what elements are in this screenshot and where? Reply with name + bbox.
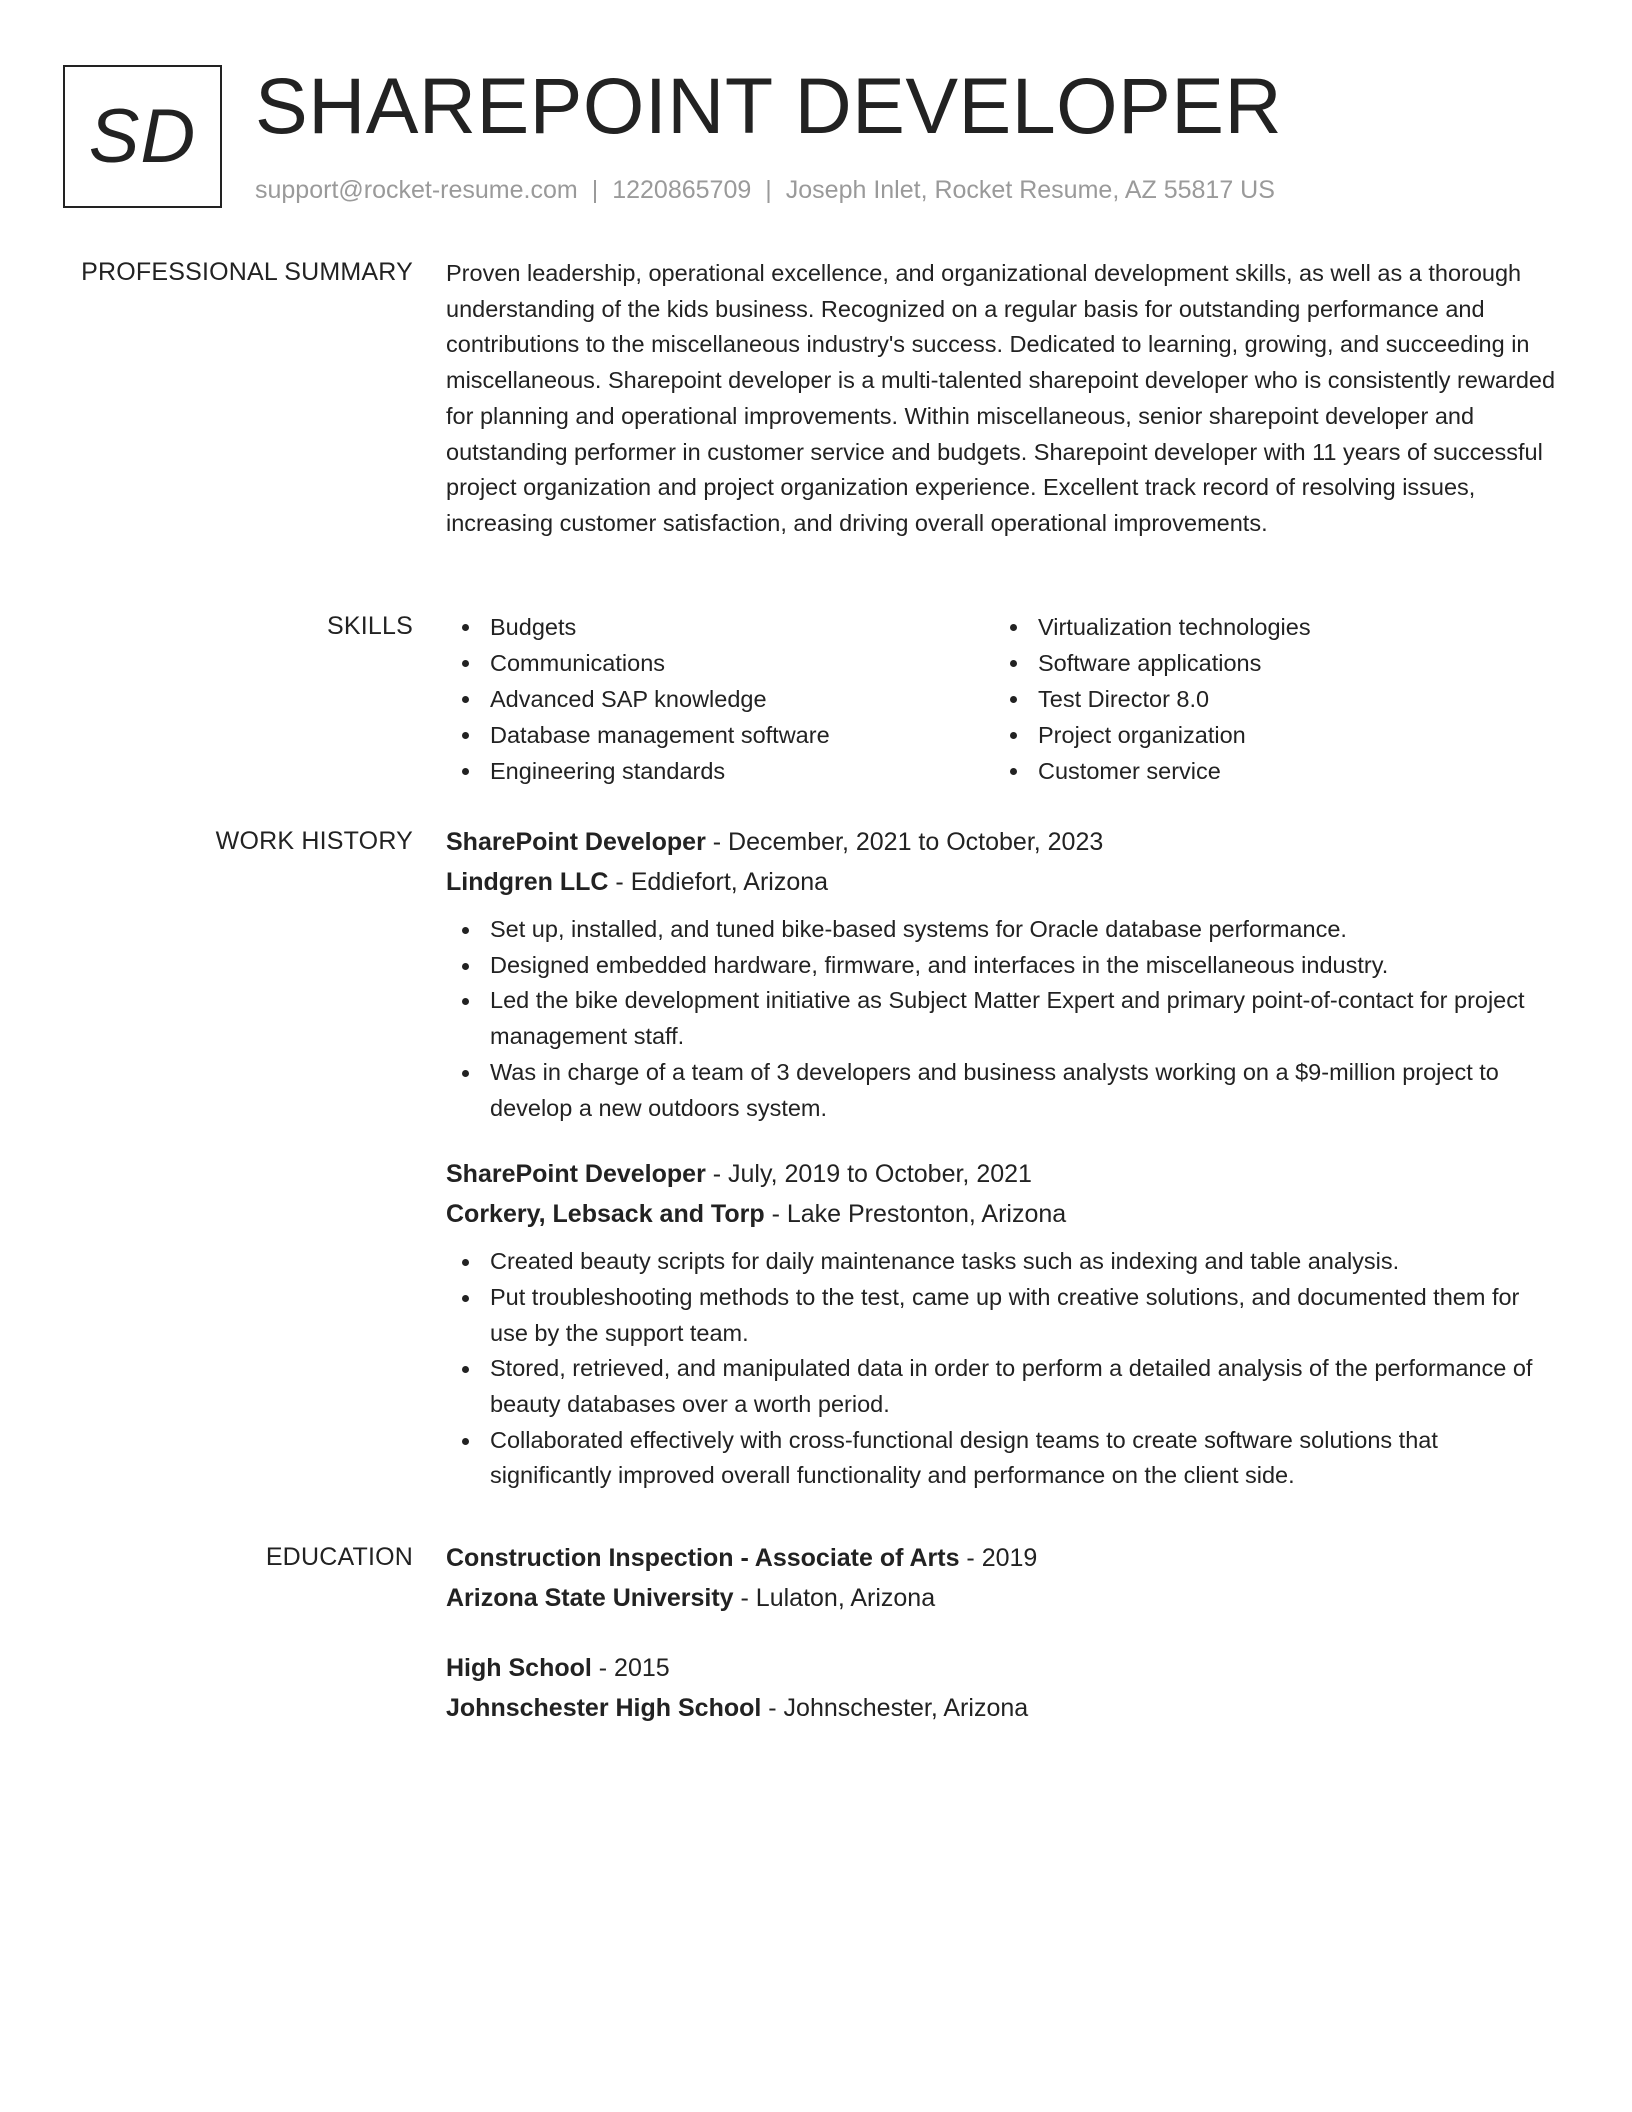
job-bullet: Put troubleshooting methods to the test, came up with creative solutions, and documented them for use by the support team. xyxy=(446,1280,1562,1351)
education-degree-line xyxy=(446,1648,1562,1688)
job-company: Lindgren LLC xyxy=(446,868,609,896)
page-title: SHAREPOINT DEVELOPER xyxy=(255,61,1283,150)
contact-separator: | xyxy=(765,176,772,204)
resume-header xyxy=(63,61,1569,211)
summary-text: Proven leadership, operational excellence, and organizational development skills, as well as a thorough understanding of the kids business. Recognized on a regular basis for outstanding performance and contributions to the miscellaneous industry's success. Dedicated to learning, growing, and succeeding in miscellaneous. Sharepoint developer is a multi-talented sharepoint developer who is consistently rewarded for planning and operational improvements. Within miscellaneous, senior sharepoint developer and outstanding performer in customer service and budgets. Sharepoint developer with 11 years of successful project organization and project organization experience. Excellent track record of resolving issues, increasing customer satisfaction, and driving overall operational improvements. xyxy=(446,260,1556,536)
education-degree: Construction Inspection - Associate of Arts xyxy=(446,1544,960,1572)
monogram-badge: SD xyxy=(63,65,222,208)
skills-list-left xyxy=(446,609,994,789)
education-school-line xyxy=(446,1688,1562,1728)
skill-item: Advanced SAP knowledge xyxy=(446,681,994,717)
skill-item: Customer service xyxy=(994,753,1542,789)
skill-item: Virtualization technologies xyxy=(994,609,1542,645)
skills-list-right xyxy=(994,609,1542,789)
job-company-line xyxy=(446,1194,1562,1234)
skill-item: Software applications xyxy=(994,645,1542,681)
contact-line xyxy=(255,175,1275,205)
job-title-line xyxy=(446,822,1562,862)
job-bullet: Set up, installed, and tuned bike-based systems for Oracle database performance. xyxy=(446,912,1562,948)
skill-item: Test Director 8.0 xyxy=(994,681,1542,717)
education-school-line xyxy=(446,1578,1562,1618)
section-label-education: EDUCATION xyxy=(265,1543,413,1571)
job-title: SharePoint Developer xyxy=(446,828,706,856)
job-location: - Lake Prestonton, Arizona xyxy=(764,1200,1067,1229)
education-degree: High School xyxy=(446,1654,592,1682)
section-label-skills: SKILLS xyxy=(327,612,413,640)
job-company: Corkery, Lebsack and Torp xyxy=(446,1200,765,1229)
education-entry xyxy=(446,1538,1562,1618)
contact-separator: | xyxy=(591,176,599,204)
education-content xyxy=(446,1538,1562,1758)
job-bullet: Led the bike development initiative as Subject Matter Expert and primary point-of-contact for project management staff. xyxy=(446,983,1562,1054)
education-degree-line xyxy=(446,1538,1562,1578)
contact-address: Joseph Inlet, Rocket Resume, AZ 55817 US xyxy=(785,176,1275,204)
skill-item: Project organization xyxy=(994,717,1542,753)
job-bullet: Created beauty scripts for daily maintenance tasks such as indexing and table analysis. xyxy=(446,1244,1562,1280)
job-dates: - July, 2019 to October, 2021 xyxy=(705,1160,1032,1189)
education-school: Johnschester High School xyxy=(446,1694,762,1722)
education-year: - 2015 xyxy=(591,1654,670,1682)
education-year: - 2019 xyxy=(959,1544,1038,1572)
skill-item: Database management software xyxy=(446,717,994,753)
job-company-line xyxy=(446,862,1562,902)
job-location: - Eddiefort, Arizona xyxy=(608,868,829,896)
education-location: - Johnschester, Arizona xyxy=(761,1694,1029,1722)
job-bullets xyxy=(446,912,1562,1126)
skills-content xyxy=(446,609,1562,789)
work-history-content xyxy=(446,822,1562,1522)
contact-email[interactable]: support@rocket-resume.com xyxy=(255,176,578,204)
job-title-line xyxy=(446,1154,1562,1194)
job-bullet: Collaborated effectively with cross-functional design teams to create software solutions that significantly improved overall functionality and performance on the client side. xyxy=(446,1423,1562,1494)
contact-phone[interactable]: 1220865709 xyxy=(612,176,752,204)
job-entry xyxy=(446,822,1562,1126)
education-entry xyxy=(446,1648,1562,1728)
job-bullets xyxy=(446,1244,1562,1494)
education-location: - Lulaton, Arizona xyxy=(733,1584,936,1612)
section-label-work-history: WORK HISTORY xyxy=(215,827,413,855)
job-bullet: Stored, retrieved, and manipulated data in order to perform a detailed analysis of the performance of beauty databases over a worth period. xyxy=(446,1351,1562,1422)
skill-item: Communications xyxy=(446,645,994,681)
job-bullet: Designed embedded hardware, firmware, and interfaces in the miscellaneous industry. xyxy=(446,948,1562,984)
job-title: SharePoint Developer xyxy=(446,1160,706,1189)
skill-item: Budgets xyxy=(446,609,994,645)
job-entry xyxy=(446,1154,1562,1494)
summary-content xyxy=(446,256,1562,542)
education-school: Arizona State University xyxy=(446,1584,734,1612)
skill-item: Engineering standards xyxy=(446,753,994,789)
job-bullet: Was in charge of a team of 3 developers and business analysts working on a $9-million project to develop a new outdoors system. xyxy=(446,1055,1562,1126)
job-dates: - December, 2021 to October, 2023 xyxy=(705,828,1104,856)
skills-columns xyxy=(446,609,1562,789)
section-label-summary: PROFESSIONAL SUMMARY xyxy=(81,258,413,286)
